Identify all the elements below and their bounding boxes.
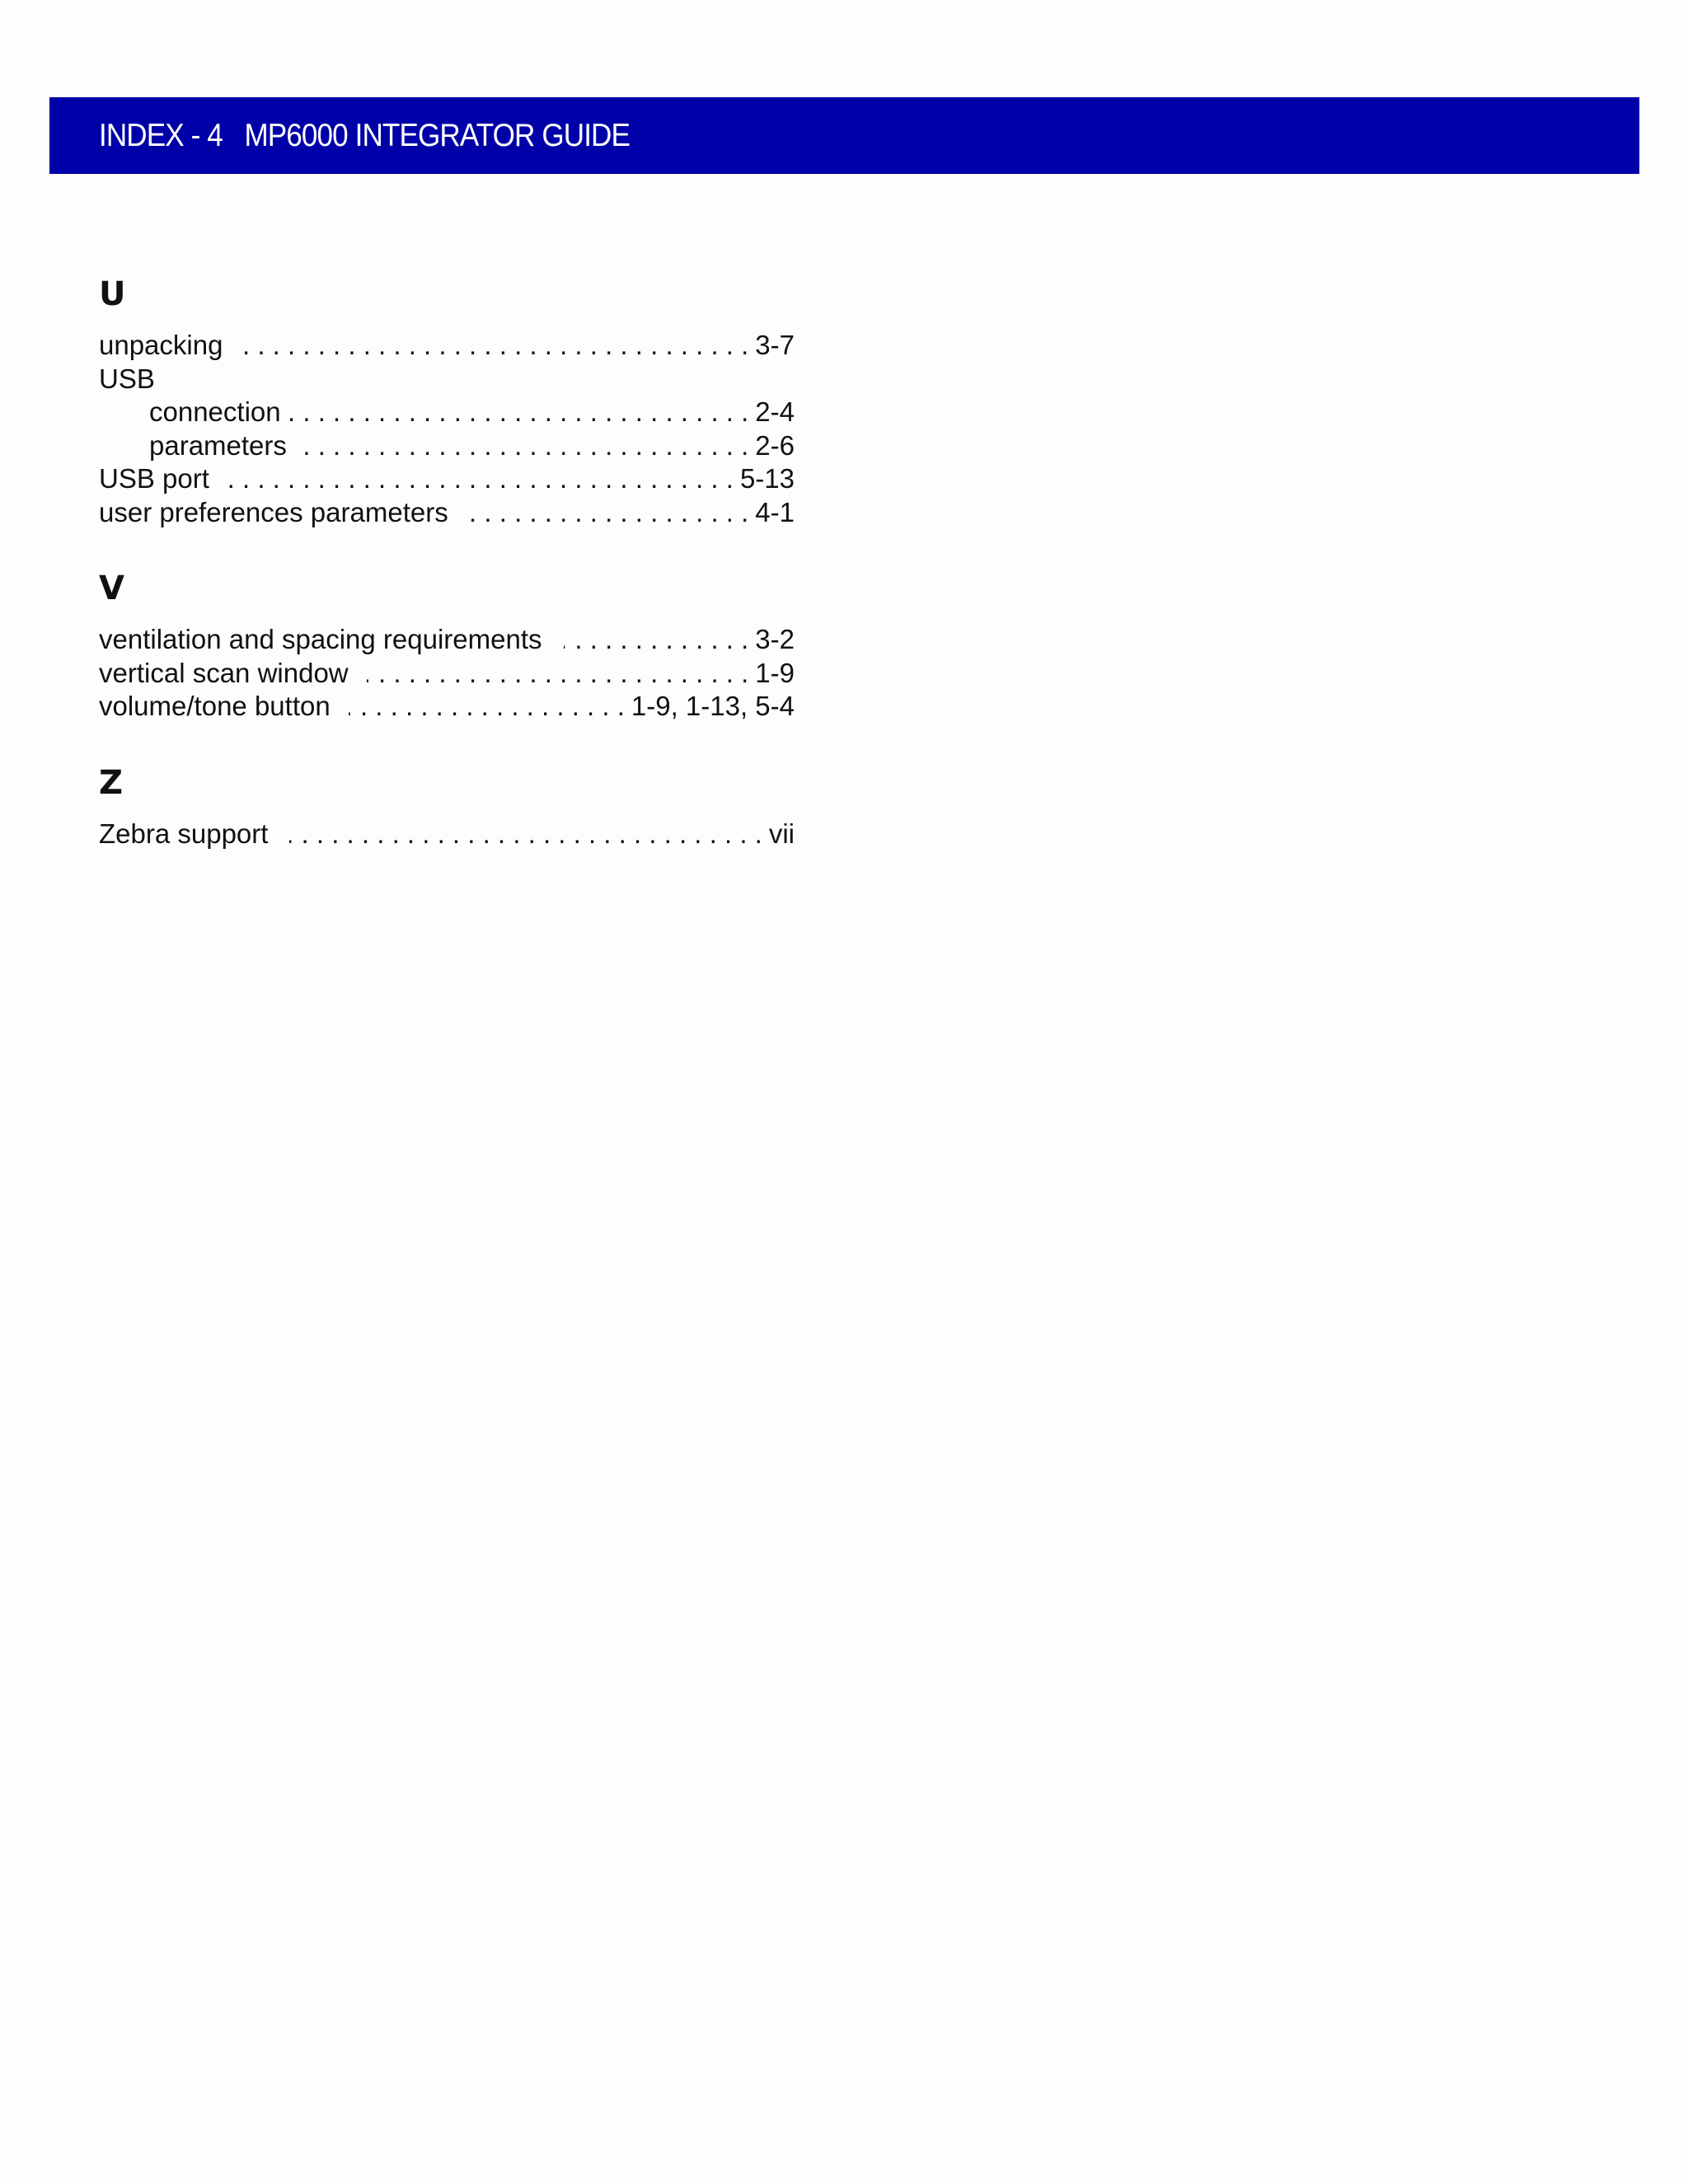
page-header bbox=[49, 97, 1639, 174]
entry-pages: 4-1 bbox=[755, 496, 795, 527]
dot-leader bbox=[349, 690, 625, 724]
index-entry-vertical-scan-window bbox=[99, 657, 795, 691]
section-letter: U bbox=[99, 275, 126, 313]
entry-term: unpacking bbox=[99, 330, 223, 360]
entry-term: vertical scan window bbox=[99, 657, 349, 688]
entry-term: parameters bbox=[149, 429, 287, 461]
running-header-title: INDEX - 4 MP6000 INTEGRATOR GUIDE bbox=[99, 117, 631, 153]
dot-leader bbox=[305, 429, 748, 463]
entry-pages: 1-9 bbox=[755, 657, 795, 688]
entry-pages: vii bbox=[768, 818, 795, 849]
dot-leader bbox=[564, 623, 749, 657]
section-letter: V bbox=[99, 569, 124, 607]
index-section-z bbox=[99, 757, 795, 851]
index-entry-ventilation bbox=[99, 623, 795, 657]
entry-pages: 3-2 bbox=[755, 624, 795, 654]
index-subentry-usb-parameters bbox=[99, 429, 795, 463]
entry-term: ventilation and spacing requirements bbox=[99, 624, 542, 654]
index-entry-unpacking bbox=[99, 329, 795, 363]
entry-pages: 1-9, 1-13, 5-4 bbox=[631, 691, 795, 721]
entry-term: volume/tone button bbox=[99, 691, 331, 721]
entry-pages: 2-6 bbox=[755, 429, 795, 461]
dot-leader bbox=[367, 657, 749, 691]
index-entry-zebra-support bbox=[99, 818, 795, 851]
index-entry-usb-port bbox=[99, 462, 795, 496]
entry-term: user preferences parameters bbox=[99, 496, 448, 527]
index-subentry-usb-connection bbox=[99, 396, 795, 429]
index-entry-user-preferences-parameters bbox=[99, 496, 795, 530]
entry-term: USB port bbox=[99, 463, 209, 494]
entry-pages: 3-7 bbox=[755, 330, 795, 360]
index-list bbox=[99, 268, 795, 851]
section-letter: Z bbox=[99, 763, 124, 802]
dot-leader bbox=[289, 396, 749, 429]
entry-term: USB bbox=[99, 363, 155, 394]
entry-pages: 2-4 bbox=[755, 396, 795, 427]
dot-leader bbox=[289, 818, 762, 851]
entry-term: connection bbox=[149, 396, 281, 427]
dot-leader bbox=[241, 329, 748, 363]
index-section-v bbox=[99, 562, 795, 724]
index-section-u bbox=[99, 268, 795, 529]
index-entry-usb bbox=[99, 363, 795, 396]
entry-term: Zebra support bbox=[99, 818, 269, 849]
dot-leader bbox=[471, 496, 749, 530]
dot-leader bbox=[227, 462, 734, 496]
index-entry-volume-tone-button bbox=[99, 690, 795, 724]
entry-pages: 5-13 bbox=[739, 463, 795, 494]
